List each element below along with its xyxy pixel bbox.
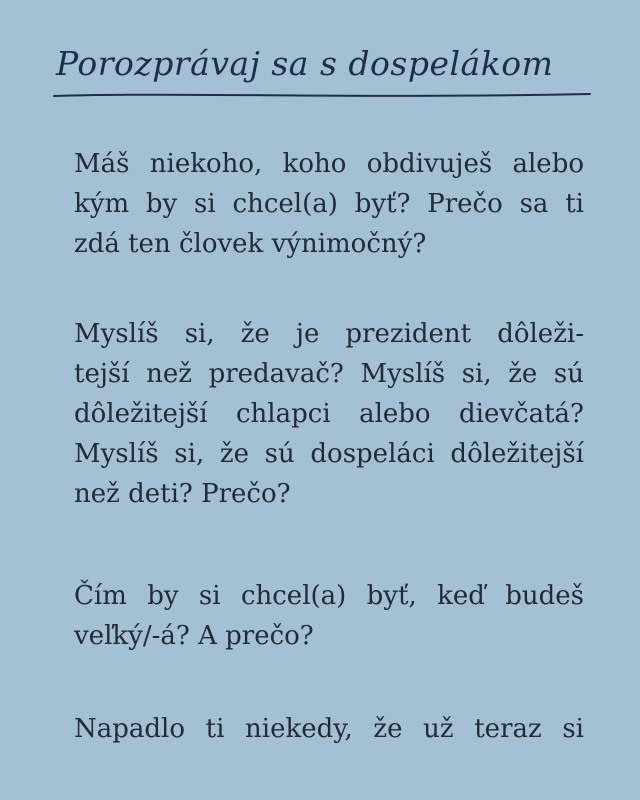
paragraph-2-line-2: tejší než predavač? Myslíš si, že sú: [74, 359, 584, 389]
heading-underline: [52, 90, 592, 102]
paragraph-2-line-5: než deti? Prečo?: [74, 479, 291, 509]
heading-title: Porozprávaj sa s dospelákom: [56, 44, 554, 83]
paragraph-3-line-2: veľký/-á? A prečo?: [74, 621, 314, 651]
paragraph-3-line-1: Čím by si chcel(a) byť, keď budeš: [74, 581, 584, 611]
paragraph-1-line-3: zdá ten človek výnimočný?: [74, 229, 427, 259]
paragraph-4: [74, 709, 584, 749]
paragraph-2-line-4: Myslíš si, že sú dospeláci dôležitejší: [74, 439, 584, 469]
paragraph-1-line-2: kým by si chcel(a) byť? Prečo sa ti: [74, 189, 584, 219]
paragraph-2: [74, 314, 584, 514]
paragraph-4-line-1: Napadlo ti niekedy, že už teraz si: [74, 714, 584, 744]
paragraph-1-line-1: Máš niekoho, koho obdivuješ alebo: [74, 149, 584, 179]
paragraph-3: [74, 576, 584, 656]
paragraph-2-line-3: dôležitejší chlapci alebo dievčatá?: [74, 399, 584, 429]
heading: [52, 38, 592, 108]
paragraph-2-line-1: Myslíš si, že je prezident dôleži-: [74, 319, 584, 349]
paragraph-1: [74, 144, 584, 264]
